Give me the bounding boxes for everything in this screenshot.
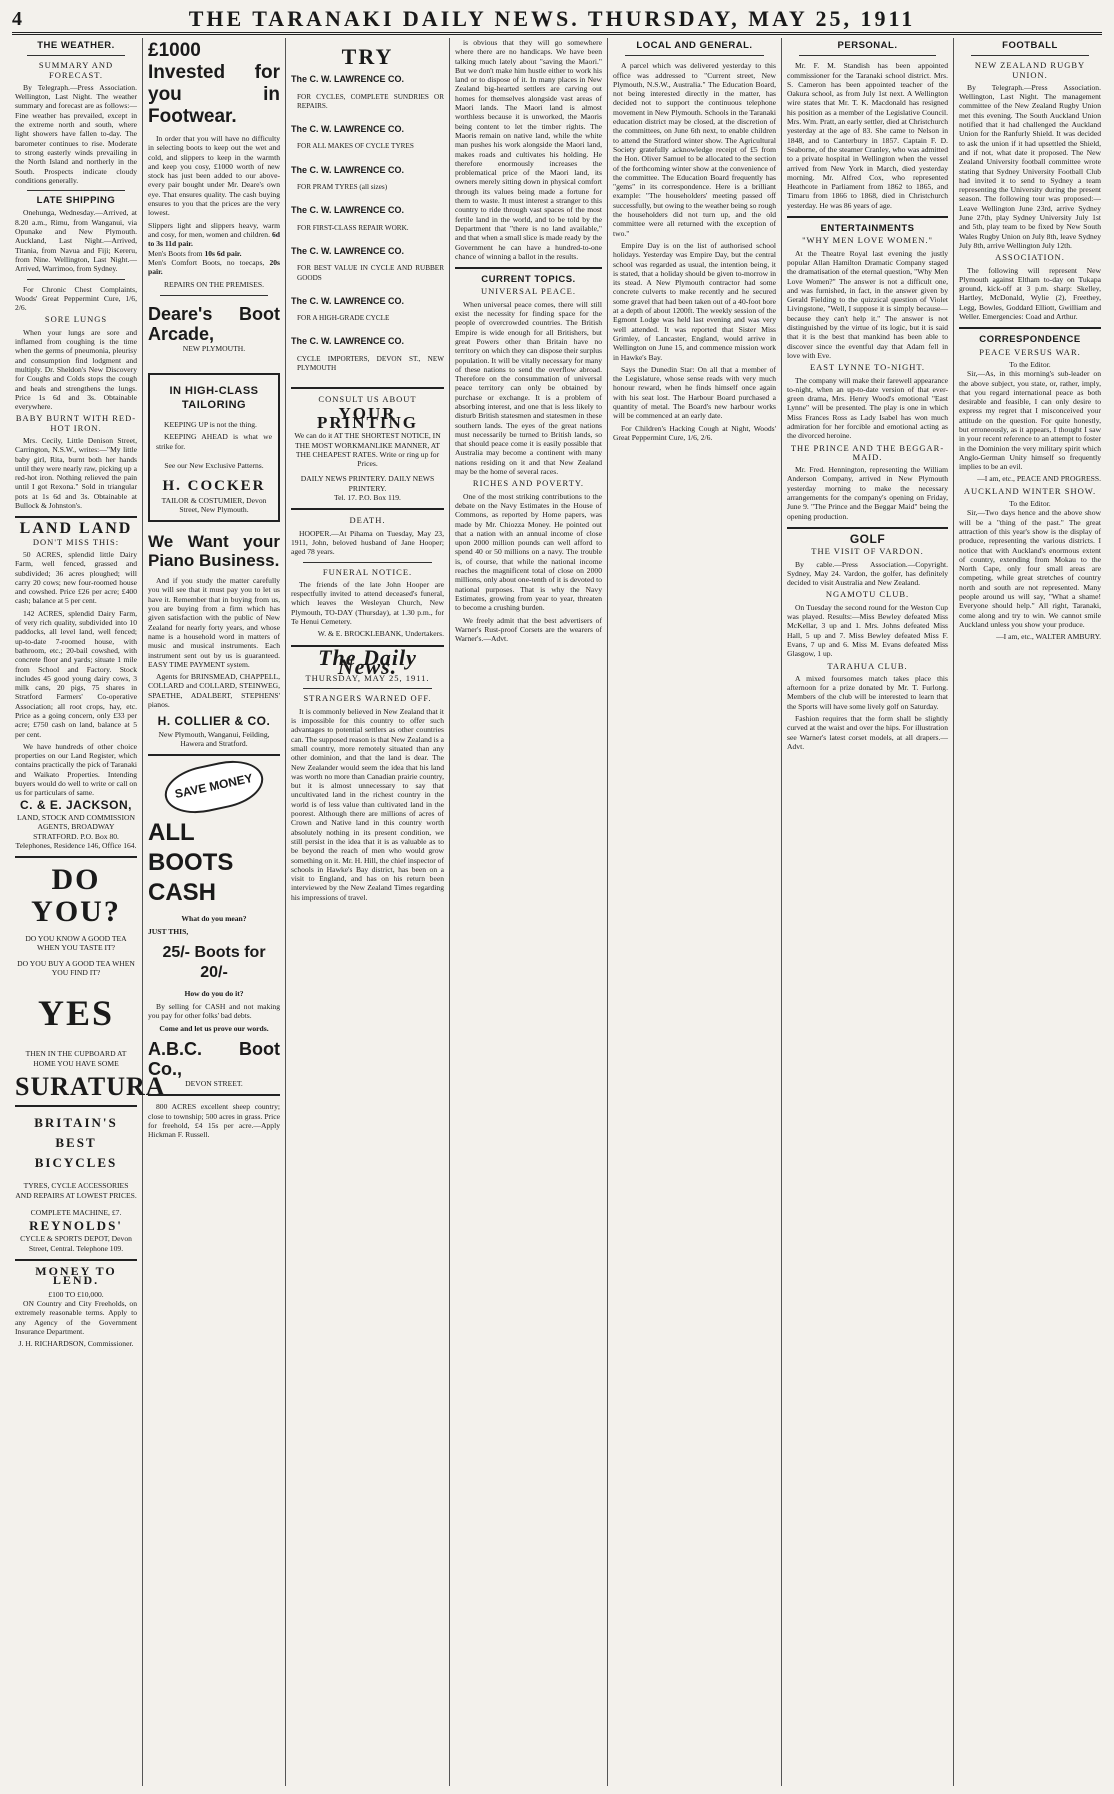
jackson-text: LAND, STOCK AND COMMISSION AGENTS, BROADWAY STRATFORD. P.O. Box 80. Telephones, Residence 146, Office 164. xyxy=(15,812,137,850)
masthead-title: THE TARANAKI DAILY NEWS. THURSDAY, MAY 25, 1911 xyxy=(188,6,916,31)
abc-street: DEVON STREET. xyxy=(185,1078,243,1088)
footwear-item-2: Men's Boots from 10s 6d pair. xyxy=(148,248,242,258)
vardon-text: By cable.—Press Association.—Copyright. Sydney, May 24. Vardon, the golfer, has definitely decided to visit Australia and New Zealand. xyxy=(787,559,948,588)
why-men-text: At the Theatre Royal last evening the justly popular Allan Hamilton Dramatic Company staged the dramatisation of the eternal question, "Why Men Love Women?" The answer is not a difficult one, and was furnished, in fact, in the answer given by Gerald Fielding to the quizzical question of Violet Livingstone, "Well, I suppose it is simply because—because they can't help it." The answer is not distinguished by the virtue of its logic, but it is said that it is the best that mankind has been able to discover since the eventful day that Adam fell in love with Eve. xyxy=(787,248,948,360)
cocker-name: H. COCKER xyxy=(162,478,266,495)
peace-war-sign: —I am, etc., PEACE AND PROGRESS. xyxy=(977,474,1101,484)
all-boots-cash: ALL BOOTS CASH xyxy=(148,819,234,907)
lawrence-name: The C. W. LAWRENCE CO. xyxy=(291,164,405,175)
local-general-heading: LOCAL AND GENERAL. xyxy=(636,40,753,51)
weather-text: By Telegraph.—Press Association. Wellington, Last Night. The weather summary and forecast are as follows:—Fine weather has prevailed, except in the extreme north and south, where light showers have fallen to-day. The barometer continues to rise. Moderate to strong easterly winds prevailing in the North Island and northerly in the South. Prospects indicate cloudy conditions generally. xyxy=(15,82,137,185)
deare-town: NEW PLYMOUTH. xyxy=(182,343,246,353)
collier-name: H. COLLIER & CO. xyxy=(157,714,271,729)
east-lynne-heading: EAST LYNNE TO-NIGHT. xyxy=(809,362,926,373)
footwear-item-1: Slippers light and slippers heavy, warm and cosy, for men, women and children. 6d to 3s 11d pair. xyxy=(148,220,280,249)
funeral-heading: FUNERAL NOTICE. xyxy=(322,566,413,577)
printing-text: We can do it AT THE SHORTEST NOTICE, IN THE MOST WORKMANLIKE MANNER, AT THE CHEAPEST RATES. Write or ring up for Prices. xyxy=(294,431,441,469)
column-1 xyxy=(10,38,166,1786)
golf-heading: GOLF xyxy=(849,531,886,546)
beggar-text: Mr. Fred. Hennington, representing the William Anderson Company, arrived in New Plymouth yesterday morning to make the necessary arrangements for the company's opening on Friday, June 9. "The Prince and the Beggar Maid" being the opening production. xyxy=(787,465,948,521)
lawrence-for: FOR BEST VALUE IN CYCLE AND RUBBER GOODS xyxy=(297,264,444,282)
lawrence-entry xyxy=(291,247,444,283)
undertakers-text: W. & E. BROCKLEBANK, Undertakers. xyxy=(317,629,444,639)
personal-heading: PERSONAL. xyxy=(837,40,898,51)
tailoring-text-1: KEEPING UP is not the thing. xyxy=(164,420,257,430)
peace-text: When universal peace comes, there will still exist the necessity for finding space for the people of overcrowded countries. The British Empire is wide enough for all Britishers, but great Powers other than Britain have no territory on which they can dispose their surplus population. It will be vitally necessary for many of these nations to send the overflow abroad. Therefore on the consummation of universal peace territory can only be obtained by purchase or exchange. It is a problem of absorbing interest, and one that is less likely to disturb British statesmen and statesmen in these southern lands. The eyes of the great nations must necessarily be turned to British lands, so that should peace come it is easily possible that Australia may become a continent with many nations residing on it and that New Zealand may be the home of several races. xyxy=(455,299,602,477)
lawrence-entry xyxy=(291,337,444,373)
lawrence-name: The C. W. LAWRENCE CO. xyxy=(291,205,405,216)
strangers-heading: STRANGERS WARNED OFF. xyxy=(303,693,432,704)
entertainments-heading: ENTERTAINMENTS xyxy=(820,223,915,235)
winter-show-text: Sir,—Two days hence and the above show will be a "thing of the past." The great attraction of this year's show is the display of produce, representing the various districts. I notice that with Auckland's enormous extent of country, extending from Mokau to the North Cape, only four small areas are competing, while great stretches of country north and south are not represented. Many people around us will say, "What a shame! Everyone should help." All right, Taranaki, come along and try to win. We cannot smile Auckland unless you show your produce. xyxy=(959,508,1101,629)
local-text-3: Says the Dunedin Star: On all that a member of the Legislature, whose sense reads with very much honour reward, when he finds himself once again with his seat lost. The Harbour Board purchased a quantity of metal. The Board's new harbour works will be commenced at an early date. xyxy=(613,364,776,421)
beggar-heading: THE PRINCE AND THE BEGGAR-MAID. xyxy=(790,442,945,462)
lawrence-name: The C. W. LAWRENCE CO. xyxy=(291,295,405,306)
funeral-text: The friends of the late John Hooper are respectfully invited to attend deceased's funeral, which leaves the Wesleyan Church, New Plymouth, TO-DAY (Thursday), at 1.30 p.m., for Te Henui Cemetery. xyxy=(291,579,444,626)
lungs-heading: SORE LUNGS xyxy=(44,314,108,325)
tailoring-text-2: KEEPING AHEAD is what we strike for. xyxy=(156,432,272,451)
lungs-text: When your lungs are sore and inflamed from coughing is the time when the germs of pneumonia, pleurisy and consumption find lodgment and multiply. Dr. Sheldon's New Discovery for Coughs and Colds stops the cough and heals and strengthens the lungs. Price 1s 6d and 3s. Obtainable everywhere. xyxy=(15,327,137,412)
association-text: The following will represent New Plymouth against Eltham to-day on Tukapa ground, kick-off at 3 p.m. sharp: Skelley, Hartley, McDonald, Wylie (2), Freethey, Legg, Bowles, Goddard Elliott, Gwilliam and Weller. Emergencies: Coad and Arthur. xyxy=(959,265,1101,322)
death-text: HOOPER.—At Pihama on Tuesday, May 23, 1911, John, beloved husband of Jane Hooper; aged 78 years. xyxy=(291,528,444,557)
warner-ad: We freely admit that the best advertisers of Warner's Rust-proof Corsets are the wearers of Warner's.—Advt. xyxy=(455,615,602,644)
britains-heading: BRITAIN'S BEST BICYCLES xyxy=(34,1115,118,1171)
footwear-title: £1000 Invested for you in Footwear. xyxy=(148,40,280,127)
collier-sub: New Plymouth, Wanganui, Feilding, Hawera and Stratford. xyxy=(158,729,270,748)
column-3 xyxy=(286,38,450,1786)
peace-heading: UNIVERSAL PEACE. xyxy=(480,286,577,297)
riches-heading: RICHES AND POVERTY. xyxy=(472,478,585,489)
nzru-text: By Telegraph.—Press Association. Wellington, Last Night. The management committee of the New Zealand Rugby Union met this evening. The South Auckland Union notified that it had challenged the Auckland Union for the Ranfurly Shield. It was decided to ask the union if it had upsettled the Shield, and if not, what date it proposed. The New Zealand University football committee wrote stating that Sydney University Football Club had invited it to send to Sydney a team representing the University during the present season. The following tour was proposed:—Leave Wellington June 23rd, arrive Sydney June 27th, play Sydney University July 1st and 5th, play team to be fixed by New South Wales Rugby Union on July 8th, leave Sydney July 8th, arrive Wellington July 12th. xyxy=(959,82,1101,250)
vardon-heading: THE VISIT OF VARDON. xyxy=(811,546,924,557)
just-this: JUST THIS, xyxy=(148,927,189,937)
why-men-heading: "WHY MEN LOVE WOMEN." xyxy=(802,235,933,246)
column-4 xyxy=(450,38,608,1786)
money-sub: £100 TO £10,000. xyxy=(48,1289,104,1299)
association-heading: ASSOCIATION. xyxy=(995,252,1065,263)
baby-text: Mrs. Cecily, Little Denison Street, Carrington, N.S.W., writes:—"My little baby girl, Rita, burnt both her hands until they were nearly raw, picking up a red-hot iron. Nothing relieved the pain until I got Rexona." Sold in triangular pots at 1s 6d and 3s. Obtainable at Bullock & Johnston's. xyxy=(15,435,137,511)
column-5 xyxy=(608,38,782,1786)
try-heading: TRY xyxy=(341,44,394,69)
peace-war-text: Sir,—As, in this morning's sub-leader on the above subject, you state, or, rather, imply, that you regard international peace as both desirable and feasible, I can only desire to express my regret that I misconceived your attitude on the question. For quite honestly, but erroneously, as it appears, I thought I saw in your recent reference to an attempt to foster in the Dominion the very military spirit which Anglo-German Unity himself so frequently implies to be an evil. xyxy=(959,369,1101,472)
riches-text: One of the most striking contributions to the debate on the Navy Estimates in the House of Commons, as reported by Home papers, was made by Mr. Chiozza Money. He pointed out that a nation with an annual income of close upon 2000 million pounds can well afford to spend 40 or 50 millions on a navy. The trouble is, of course, that while the national income reaches the magnificent total of close on 2000 millions, only about one-tenth of it is devoted to national purposes. That is why the Navy Estimates, growing from year to year, threaten to become a crushing burden. xyxy=(455,491,602,613)
printery-text: DAILY NEWS PRINTERY. DAILY NEWS PRINTERY. xyxy=(300,474,435,493)
abc-boot-co: A.B.C. Boot Co., xyxy=(148,1038,280,1079)
correspondence-heading: CORRESPONDENCE xyxy=(979,334,1081,346)
daily-news-date: THURSDAY, MAY 25, 1911. xyxy=(305,673,430,684)
footwear-item-3: Men's Comfort Boots, no toecaps, 20s pair. xyxy=(148,257,280,277)
baby-heading: BABY BURNT WITH RED-HOT IRON. xyxy=(15,413,137,433)
personal-text: Mr. F. M. Standish has been appointed commissioner for the Taranaki school district. Mrs. S. Cameron has been appointed teacher of the Oakura school, as from July 1st next. A Wellington wire states that Mr. T. K. Macdonald has resigned his position as a member of the Legislative Council. Mrs. Wm. Pratt, an early settler, died at Christchurch yesterday at the age of 83. She came to Nelson in 1848, and to Canterbury in 1857. Captain F. D. Seaborne, of the steamer Cranley, who was admitted to a private hospital in Wellington when the vessel arrived from New York in March, died yesterday morning. Mr. Alfred Cox, who represented Heathcote in Parliament from 1862 to 1865, and Timaru from 1866 to 1868, died in Christchurch yesterday. He was 86 years of age. xyxy=(787,61,948,210)
lawrence-for: FOR A HIGH-GRADE CYCLE xyxy=(297,314,390,323)
column-7 xyxy=(954,38,1106,1786)
lawrence-entry xyxy=(291,125,444,152)
richardson-text: J. H. RICHARDSON, Commissioner. xyxy=(18,1339,134,1349)
reynolds-sub: CYCLE & SPORTS DEPOT, Devon Street, Central. Telephone 109. xyxy=(20,1234,132,1253)
nzru-heading: NEW ZEALAND RUGBY UNION. xyxy=(974,60,1086,80)
land-heading: LAND LAND xyxy=(19,520,133,538)
lawrence-name: The C. W. LAWRENCE CO. xyxy=(291,124,405,135)
strangers-text: It is commonly believed in New Zealand that it is impossible for this country to offer such advantages to potential settlers as other countries can. The supposed reason is that New Zealand is a small country, more remotely situated than any other dominion, and that the land is dear. The New Zealander would seem the idea that his land was worth no more than Canadian prairie country, but it is almost unnecessary to say that uncultivated land in the richest country in the world is of less value than cultivated land in the poorest. Although there are millions of acres of Crown and Native land in this country worth absolutely nothing in its present condition, we still persist in the idea that it is as valuable as to be beyond the reach of men who would grow something on it. Mr. H. Hill, the chief inspector of schools in Hawke's Bay district, has been on a visit to England, and has on his return been interviewed by the New Zealand Times regarding his impressions of travel. xyxy=(291,706,444,902)
lawrence-entry xyxy=(291,297,444,324)
doyou-heading: DO YOU? xyxy=(31,863,121,929)
lawrence-for: FOR FIRST-CLASS REPAIR WORK. xyxy=(297,223,409,232)
page-number: 4 xyxy=(12,7,22,30)
tel-text: Tel. 17. P.O. Box 119. xyxy=(334,493,401,503)
tarahua-text: A mixed foursomes match takes place this afternoon for a prize donated by Mr. T. Furlong. Members of the club will be interested to learn that the Sports will have some lively golf on Saturday. xyxy=(787,673,948,711)
land-text-3: We have hundreds of other choice properties on our Land Register, which contains practically the pick of Taranaki and Waikato Properties. Intending buyers would do well to write or call on us for particulars of same. xyxy=(15,741,137,798)
weather-subheading: SUMMARY AND FORECAST. xyxy=(38,60,114,80)
yes-heading: YES xyxy=(37,993,115,1034)
lawrence-for: CYCLE IMPORTERS, DEVON ST., NEW PLYMOUTH xyxy=(297,354,444,373)
current-topics-heading: CURRENT TOPICS. xyxy=(481,274,576,286)
printing-heading: YOUR PRINTING xyxy=(316,403,418,432)
consult-heading: CONSULT US ABOUT xyxy=(318,394,417,405)
footwear-text: In order that you will have no difficulty in selecting boots to keep out the wet and cold, and slippers to keep in the warmth and keep you cosy, £1000 worth of new stock has just been added to our above-every pair bought under Mr. Deare's own eye. That ensures quality. The cash buying ensures to you that the prices are the very lowest. xyxy=(148,134,280,218)
save-money-badge: SAVE MONEY xyxy=(160,754,267,820)
peace-to-editor: To the Editor. xyxy=(1009,359,1051,369)
tyres-text: TYRES, CYCLE ACCESSORIES AND REPAIRS AT LOWEST PRICES. xyxy=(15,1181,137,1200)
money-text: ON Country and City Freeholds, on extremely reasonable terms. Apply to any Agency of the Government Insurance Department. xyxy=(15,1298,137,1336)
piano-title: We Want your Piano Business. xyxy=(148,532,280,571)
winter-show-heading: AUCKLAND WINTER SHOW. xyxy=(963,485,1097,496)
money-heading: MONEY TO LEND. xyxy=(35,1264,117,1288)
death-heading: DEATH. xyxy=(349,515,386,526)
show-to-editor: To the Editor. xyxy=(1009,499,1051,509)
east-lynne-text: The company will make their farewell appearance to-night, when an up-to-date version of that ever-green drama, Mrs. Henry Wood's emotional "East Lynne" will be presented. The play is one in which Miss Frances Ross as Lady Isabel has won much admiration for her forcible and emotional acting as the divorced heroine. xyxy=(787,375,948,441)
land-text-1: 50 ACRES, splendid little Dairy Farm, well fenced, grassed and subdivided; 36 acres ploughed; will carry 20 cows; new four-roomed house and cowshed. Price £26 per acre; £400 cash; balance at 5 per cent. xyxy=(15,549,137,606)
lawrence-entry xyxy=(291,206,444,233)
column-2 xyxy=(143,38,286,1786)
boots-price: 25/- Boots for 20/- xyxy=(162,943,266,981)
fashion-ad: Fashion requires that the form shall be slightly curved at the waist and over the hips. For illustration see Warner's latest corset models, at all drapers.—Advt. xyxy=(787,714,948,751)
lawrence-name: The C. W. LAWRENCE CO. xyxy=(291,336,405,347)
come-prove: Come and let us prove our words. xyxy=(159,1023,269,1033)
football-heading: FOOTBALL xyxy=(1002,40,1058,51)
then-text: THEN IN THE CUPBOARD AT HOME YOU HAVE SOME xyxy=(25,1049,127,1068)
ngamotu-text: On Tuesday the second round for the Weston Cup was played. Results:—Miss Bewley defeated Miss McKellar, 3 up and 1. Mrs. Johns defeated Miss Hall, 5 up and 7. Miss Bewley defeated Miss F. Evans, 7 up and 6. Miss M. Evans defeated Miss Glasgow, 1 up. xyxy=(787,602,948,659)
lawrence-for: FOR PRAM TYRES (all sizes) xyxy=(297,183,388,192)
local-text-2: Empire Day is on the list of authorised school holidays. Yesterday was Empire Day, but the central school was regarded as usual, the intention being, it is stated, that a holiday should be given to-morrow in its stead. A New Plymouth contractor had some concrete culverts to make recently and he secured some gravel that had been taken out of a 40-foot bore at a depth of about 1200ft. The weekly session of the Egmont Lodge was held last evening and was very well attended. It was reported that Sister Miss Grimley, of Lancaster, England, would arrive in Wellington on June 15, and commence mission work in Hawke's Bay. xyxy=(613,240,776,362)
reynolds-heading: REYNOLDS' xyxy=(29,1218,123,1234)
lawrence-for: FOR ALL MAKES OF CYCLE TYRES xyxy=(297,142,414,151)
lawrence-for: FOR CYCLES, COMPLETE SUNDRIES OR REPAIRS. xyxy=(297,92,444,110)
tailoring-text-3: See our New Exclusive Patterns. xyxy=(164,460,264,470)
daily-news-title: The Daily News. xyxy=(318,644,417,679)
lawrence-entry xyxy=(291,75,444,111)
lawrence-name: The C. W. LAWRENCE CO. xyxy=(291,245,405,256)
ngamotu-heading: NGAMOTU CLUB. xyxy=(825,589,910,600)
land-text-2: 142 ACRES, splendid Dairy Farm, of very rich quality, subdivided into 10 paddocks, all level land, well fenced; up-to-date 7-roomed house, with bathroom, etc.; 20-bail cowshed, with concrete floor and yards; situate 1 mile from School and Factory. Stock includes 45 good young dairy cows, 3 milk cans, 20 pigs, 75 shares in Stratford Farmers' Co-operative Association; all root crops, hay, etc. Price as a going concern, only £33 per acre; £750 cash on land, balance at 5 per cent. xyxy=(15,608,137,739)
tailoring-heading: IN HIGH-CLASS TAILORING xyxy=(169,385,259,412)
peppermint-ad: For Children's Hacking Cough at Night, Woods' Great Peppermint Cure, 1/6, 2/6. xyxy=(613,423,776,442)
columns xyxy=(10,38,1106,1786)
weather-heading: THE WEATHER. xyxy=(37,40,115,51)
machine-text: COMPLETE MACHINE, £7. xyxy=(30,1207,122,1217)
deare-name: Deare's Boot Arcade, xyxy=(148,303,280,344)
winter-show-sign: —I am, etc., WALTER AMBURY. xyxy=(996,632,1101,642)
piano-text: And if you study the matter carefully you will see that it must pay you to let us have it. Remember that in buying from us, you are buying from a firm which has given satisfaction with the public of New Zealand for nearly forty years, and whose name is a household word in matters of music and musical instruments. Each instrument sent out by us is guaranteed. EASY TIME PAYMENT system. xyxy=(148,576,280,669)
peace-war-heading: PEACE VERSUS WAR. xyxy=(979,346,1081,357)
repairs-text: REPAIRS ON THE PREMISES. xyxy=(163,280,264,290)
local-text-1: A parcel which was delivered yesterday to this office was addressed to "Current street, New Plymouth, N.S.W., Australia." The Education Board, not being interested directly in the matter, has decided not to support the continuous telephone movement in New Plymouth. Schools in the Taranaki education district may be closed, at the discretion of the committees, on June 6th next, to enable children to attend the Stratford winter show. The Agricultural Society gratefully acknowledge receipt of £5 from the Hon. Oliver Samuel to be allocated to the section of the forthcoming winter show at the convenience of the committee. The Education Board frequently has "gems" in its correspondence. Here is a brilliant example: "The householders' meeting passed off successfully, but owing to the weather being so rough the householders did not turn up, and the old committee were all returned with the exception of two." xyxy=(613,61,776,238)
shipping-heading: LATE SHIPPING xyxy=(36,195,116,207)
column-6 xyxy=(782,38,954,1786)
cash-text: By selling for CASH and not making you pay for other folks' bad debts. xyxy=(148,1002,280,1021)
doyou-line-2: DO YOU BUY A GOOD TEA WHEN YOU FIND IT? xyxy=(17,958,135,978)
piano-agents: Agents for BRINSMEAD, CHAPPELL, COLLARD and COLLARD, STEINWEG, SPAETHE, ADALBERT, STEPHENS' pianos. xyxy=(148,672,280,709)
shipping-text: Onehunga, Wednesday.—Arrived, at 8.20 a.m., Rimu, from Wanganui, via Opunake and New Plymouth. Auckland, Last Night.—Arrived, Titania, from Navua and Fiji; Kereru, from Nine. Wellington, Last Night.—Arrived, Warrimoo, from Sydney. xyxy=(15,208,137,274)
suratura-heading: SURATURA xyxy=(15,1071,166,1101)
chronic-ad: For Chronic Chest Complaints, Woods' Great Peppermint Cure, 1/6, 2/6. xyxy=(15,284,137,313)
lawrence-list xyxy=(291,75,444,373)
acres-ad: 800 ACRES excellent sheep country; close to township; 500 acres in grass. Price for freehold, £4 15s per acre.—Apply Hickman F. Russell. xyxy=(148,1102,280,1140)
tailoring-box xyxy=(148,373,280,522)
jackson-name: C. & E. JACKSON, xyxy=(19,797,132,812)
maori-land-text: is obvious that they will go somewhere where there are no handicaps. We have been talking much lately about "saving the Maori." But we don't make him hustle either to work his land or to dispose of it. In many places in New Zealand big-hearted settlers are carving out homes for themselves alongside vast areas of Maori lands. The Maori land is almost worthless because it is unworked, the Maoris being content to let the timber rights. The Maoris remain on native land, while the white man pushes his work alongside the Maori land, makes roads and cultivates his holding. He therefore enormously increases the problematical price of the Maori land, its owners merely sitting down in physical comfort through its values being made a fortune for them to waste. It must interest a stranger to this country to ride through vast spaces of the most fertile land in the world, and to be told by the Department that "there is no land available," and that when a small slice is made ready by the Government he can have a hundred-to-one chance of winning a ballot in the results. xyxy=(455,38,602,261)
how-do-it: How do you do it? xyxy=(184,988,244,998)
lawrence-name: The C. W. LAWRENCE CO. xyxy=(291,74,405,85)
what-mean: What do you mean? xyxy=(181,914,247,924)
land-subheading: DON'T MISS THIS: xyxy=(32,536,120,547)
lawrence-entry xyxy=(291,166,444,193)
cocker-sub: TAILOR & COSTUMIER, Devon Street, New Plymouth. xyxy=(161,495,267,514)
doyou-line-1: DO YOU KNOW A GOOD TEA WHEN YOU TASTE IT? xyxy=(25,934,127,953)
masthead xyxy=(12,6,1102,35)
tarahua-heading: TARAHUA CLUB. xyxy=(827,660,908,671)
